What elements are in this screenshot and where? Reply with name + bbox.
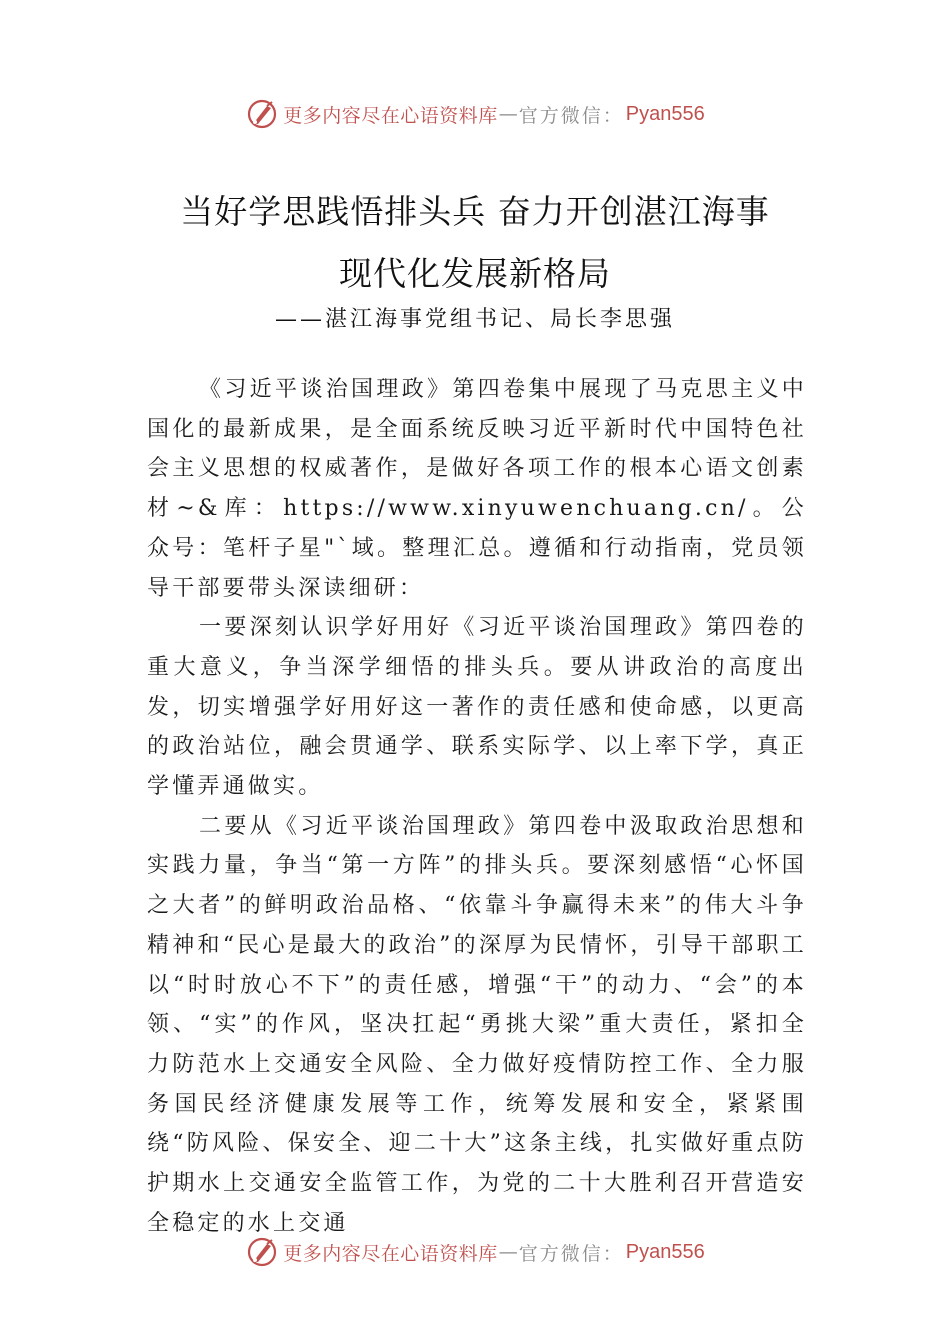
banner-wechat-id: Pyan556: [625, 102, 705, 125]
document-title-line-2: 现代化发展新格局: [339, 254, 611, 293]
banner-main-text: 更多内容尽在心语资料库: [283, 104, 498, 127]
document-body: [147, 370, 807, 1243]
paragraph: 一要深刻认识学好用好《习近平谈治国理政》第四卷的重大意义，争当深学细悟的排头兵。要从讲政治的高度出发，切实增强学好用好这一著作的责任感和使命感，以更高的政治站位，融会贯通学、联系实际学、以上率下学，真正学懂弄通做实。: [147, 615, 807, 800]
banner-wechat-id: Pyan556: [625, 1240, 705, 1263]
header-banner: [0, 94, 950, 134]
document-title-line-1: 当好学思践悟排头兵 奋力开创湛江海事: [180, 192, 770, 231]
quill-pen-icon: [245, 1235, 279, 1269]
document-subtitle: ——湛江海事党组书记、局长李思强: [274, 307, 675, 332]
paragraph: 《习近平谈治国理政》第四卷集中展现了马克思主义中国化的最新成果，是全面系统反映习近平新时代中国特色社会主义思想的权威著作，是做好各项工作的根本心语文创素材~&库：https://www.xinyuwenchuang.cn/。公众号：笔杆子星"`域。整理汇总。遵循和行动指南，党员领导干部要带头深读细研：: [147, 377, 807, 601]
banner-dash: —: [498, 1241, 518, 1263]
banner-dash: —: [498, 103, 518, 125]
banner-label: 官方微信：: [518, 1242, 624, 1265]
quill-pen-icon: [245, 97, 279, 131]
paragraph: 二要从《习近平谈治国理政》第四卷中汲取政治思想和实践力量，争当“第一方阵”的排头兵。要深刻感悟“心怀国之大者”的鲜明政治品格、“依靠斗争赢得未来”的伟大斗争精神和“民心是最大的政治”的深厚为民情怀，引导干部职工以“时时放心不下”的责任感，增强“干”的动力、“会”的本领、“实”的作风，坚决扛起“勇挑大梁”重大责任，紧扣全力防范水上交通安全风险、全力做好疫情防控工作、全力服务国民经济健康发展等工作，统筹发展和安全，紧紧围绕“防风险、保安全、迎二十大”这条主线，扎实做好重点防护期水上交通安全监管工作，为党的二十大胜利召开营造安全稳定的水上交通: [147, 813, 807, 1236]
footer-banner: [0, 1232, 950, 1272]
banner-label: 官方微信：: [518, 104, 624, 127]
banner-main-text: 更多内容尽在心语资料库: [283, 1242, 498, 1265]
